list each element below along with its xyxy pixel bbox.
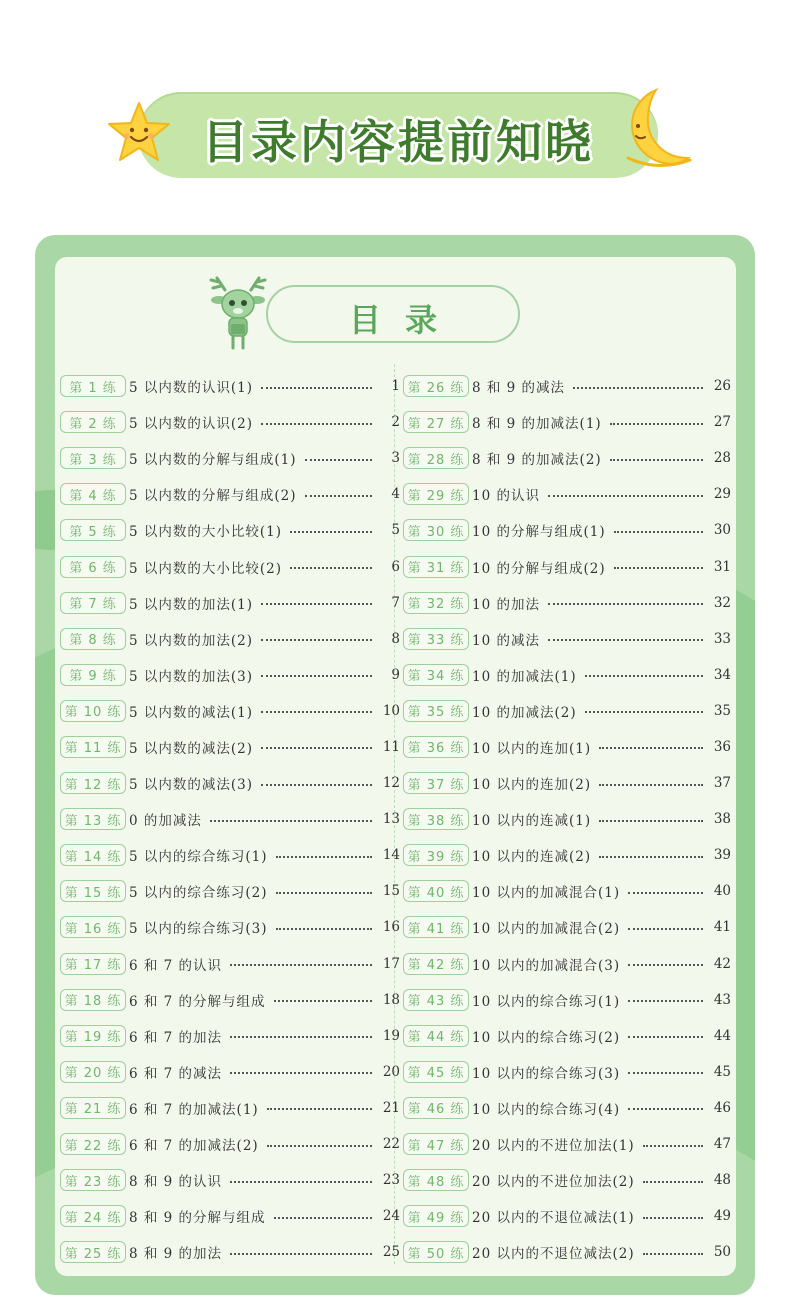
dot-leader bbox=[548, 602, 703, 605]
lesson-badge: 第 50 练 bbox=[403, 1241, 469, 1263]
toc-right-column bbox=[403, 368, 731, 1270]
dot-leader bbox=[599, 819, 703, 822]
lesson-badge: 第 12 练 bbox=[60, 772, 126, 794]
dot-leader bbox=[276, 855, 372, 858]
dot-leader bbox=[290, 530, 372, 533]
dot-leader bbox=[599, 855, 703, 858]
lesson-title: 10 以内的综合练习(4) bbox=[472, 1101, 621, 1118]
dot-leader bbox=[599, 783, 703, 786]
dot-leader bbox=[628, 891, 703, 894]
dot-leader bbox=[230, 1180, 372, 1183]
header-banner bbox=[138, 92, 658, 178]
lesson-badge: 第 43 练 bbox=[403, 989, 469, 1011]
lesson-badge: 第 7 练 bbox=[60, 592, 126, 614]
toc-entry[interactable] bbox=[60, 368, 400, 404]
lesson-badge: 第 29 练 bbox=[403, 483, 469, 505]
toc-entry[interactable] bbox=[60, 657, 400, 693]
page-number: 39 bbox=[713, 847, 731, 864]
toc-entry[interactable] bbox=[60, 765, 400, 801]
dot-leader bbox=[628, 1035, 703, 1038]
page-number: 32 bbox=[713, 594, 731, 611]
lesson-title: 20 以内的不退位减法(1) bbox=[472, 1210, 635, 1227]
lesson-title: 10 以内的加减混合(3) bbox=[472, 957, 621, 974]
dot-leader bbox=[585, 674, 703, 677]
page-number: 31 bbox=[713, 558, 731, 575]
dot-leader bbox=[643, 1252, 703, 1255]
smiling-star-icon bbox=[106, 100, 172, 166]
lesson-badge: 第 21 练 bbox=[60, 1097, 126, 1119]
lesson-title: 5 以内数的加法(3) bbox=[129, 668, 254, 685]
lesson-badge: 第 33 练 bbox=[403, 628, 469, 650]
dot-leader bbox=[628, 1071, 703, 1074]
lesson-title: 10 以内的加减混合(1) bbox=[472, 885, 621, 902]
dot-leader bbox=[230, 1252, 372, 1255]
lesson-title: 5 以内数的减法(1) bbox=[129, 704, 254, 721]
lesson-title: 5 以内数的认识(1) bbox=[129, 380, 254, 397]
lesson-title: 10 的加减法(1) bbox=[472, 668, 577, 685]
dot-leader bbox=[305, 494, 372, 497]
lesson-title: 20 以内的不退位减法(2) bbox=[472, 1246, 635, 1263]
toc-entry[interactable] bbox=[403, 946, 731, 982]
toc-entry[interactable] bbox=[60, 1054, 400, 1090]
lesson-title: 10 的加减法(2) bbox=[472, 704, 577, 721]
dot-leader bbox=[261, 422, 372, 425]
toc-entry[interactable] bbox=[60, 946, 400, 982]
page-number: 25 bbox=[382, 1244, 400, 1261]
lesson-badge: 第 23 练 bbox=[60, 1169, 126, 1191]
toc-entry[interactable] bbox=[60, 909, 400, 945]
toc-entry[interactable] bbox=[403, 729, 731, 765]
lesson-title: 6 和 7 的加减法(1) bbox=[129, 1101, 259, 1118]
lesson-badge: 第 28 练 bbox=[403, 447, 469, 469]
toc-entry[interactable] bbox=[403, 585, 731, 621]
page-number: 18 bbox=[382, 991, 400, 1008]
page-number: 6 bbox=[391, 558, 400, 575]
page-number: 21 bbox=[382, 1099, 400, 1116]
lesson-badge: 第 41 练 bbox=[403, 916, 469, 938]
lesson-title: 6 和 7 的分解与组成 bbox=[129, 993, 266, 1010]
toc-left-column bbox=[60, 368, 400, 1270]
dot-leader bbox=[210, 819, 372, 822]
lesson-title: 5 以内的综合练习(3) bbox=[129, 921, 268, 938]
page-number: 20 bbox=[382, 1063, 400, 1080]
banner-title: 目录内容提前知晓 bbox=[202, 115, 594, 169]
page-number: 34 bbox=[713, 666, 731, 683]
page-number: 27 bbox=[713, 414, 731, 431]
page-number: 23 bbox=[382, 1172, 400, 1189]
toc-entry[interactable] bbox=[403, 873, 731, 909]
toc-entry[interactable] bbox=[60, 621, 400, 657]
page-number: 1 bbox=[391, 378, 400, 395]
dot-leader bbox=[261, 710, 372, 713]
dot-leader bbox=[614, 566, 703, 569]
toc-title-pill bbox=[266, 285, 520, 343]
lesson-badge: 第 17 练 bbox=[60, 953, 126, 975]
page-number: 35 bbox=[713, 702, 731, 719]
toc-entry[interactable] bbox=[60, 476, 400, 512]
page-number: 50 bbox=[713, 1244, 731, 1261]
lesson-badge: 第 25 练 bbox=[60, 1241, 126, 1263]
lesson-title: 5 以内数的分解与组成(2) bbox=[129, 488, 297, 505]
toc-entry[interactable] bbox=[60, 1162, 400, 1198]
lesson-badge: 第 11 练 bbox=[60, 736, 126, 758]
dot-leader bbox=[290, 566, 372, 569]
toc-entry[interactable] bbox=[403, 1126, 731, 1162]
dot-leader bbox=[610, 422, 703, 425]
dot-leader bbox=[585, 710, 703, 713]
page-number: 46 bbox=[713, 1099, 731, 1116]
page-number: 8 bbox=[391, 630, 400, 647]
page-number: 44 bbox=[713, 1027, 731, 1044]
toc-entry[interactable] bbox=[403, 909, 731, 945]
lesson-title: 8 和 9 的减法 bbox=[472, 380, 566, 397]
lesson-title: 10 以内的连加(1) bbox=[472, 740, 592, 757]
page-number: 29 bbox=[713, 486, 731, 503]
lesson-title: 10 以内的综合练习(3) bbox=[472, 1065, 621, 1082]
dot-leader bbox=[276, 891, 372, 894]
page-number: 36 bbox=[713, 738, 731, 755]
lesson-badge: 第 32 练 bbox=[403, 592, 469, 614]
page-number: 9 bbox=[391, 666, 400, 683]
lesson-title: 6 和 7 的认识 bbox=[129, 957, 223, 974]
page-number: 26 bbox=[713, 378, 731, 395]
page-number: 41 bbox=[713, 919, 731, 936]
page-number: 2 bbox=[391, 414, 400, 431]
toc-entry[interactable] bbox=[403, 1198, 731, 1234]
lesson-title: 10 以内的连加(2) bbox=[472, 777, 592, 794]
lesson-badge: 第 20 练 bbox=[60, 1061, 126, 1083]
lesson-badge: 第 1 练 bbox=[60, 375, 126, 397]
page-number: 5 bbox=[391, 522, 400, 539]
dot-leader bbox=[230, 1071, 372, 1074]
lesson-title: 8 和 9 的加减法(1) bbox=[472, 416, 602, 433]
dot-leader bbox=[643, 1144, 703, 1147]
toc-entry[interactable] bbox=[403, 657, 731, 693]
lesson-title: 8 和 9 的认识 bbox=[129, 1174, 223, 1191]
lesson-title: 5 以内数的减法(3) bbox=[129, 777, 254, 794]
dot-leader bbox=[628, 927, 703, 930]
toc-entry[interactable] bbox=[403, 440, 731, 476]
page-number: 13 bbox=[382, 811, 400, 828]
toc-entry[interactable] bbox=[60, 440, 400, 476]
lesson-badge: 第 13 练 bbox=[60, 808, 126, 830]
toc-entry[interactable] bbox=[403, 368, 731, 404]
lesson-title: 20 以内的不进位加法(1) bbox=[472, 1138, 635, 1155]
page-number: 3 bbox=[391, 450, 400, 467]
lesson-badge: 第 6 练 bbox=[60, 556, 126, 578]
lesson-title: 5 以内数的加法(1) bbox=[129, 596, 254, 613]
lesson-badge: 第 4 练 bbox=[60, 483, 126, 505]
dot-leader bbox=[628, 999, 703, 1002]
page-number: 17 bbox=[382, 955, 400, 972]
lesson-title: 10 的加法 bbox=[472, 596, 540, 613]
dot-leader bbox=[267, 1107, 372, 1110]
lesson-badge: 第 14 练 bbox=[60, 844, 126, 866]
lesson-title: 8 和 9 的分解与组成 bbox=[129, 1210, 266, 1227]
page-number: 45 bbox=[713, 1063, 731, 1080]
toc-entry[interactable] bbox=[60, 1234, 400, 1270]
lesson-title: 10 以内的综合练习(1) bbox=[472, 993, 621, 1010]
dot-leader bbox=[599, 746, 703, 749]
lesson-badge: 第 27 练 bbox=[403, 411, 469, 433]
dot-leader bbox=[261, 746, 372, 749]
dot-leader bbox=[305, 458, 372, 461]
lesson-badge: 第 26 练 bbox=[403, 375, 469, 397]
toc-entry[interactable] bbox=[60, 512, 400, 548]
lesson-badge: 第 46 练 bbox=[403, 1097, 469, 1119]
lesson-title: 5 以内数的分解与组成(1) bbox=[129, 452, 297, 469]
page-number: 14 bbox=[382, 847, 400, 864]
toc-title: 目录 bbox=[348, 301, 461, 339]
page-number: 42 bbox=[713, 955, 731, 972]
lesson-badge: 第 2 练 bbox=[60, 411, 126, 433]
page-number: 10 bbox=[382, 702, 400, 719]
lesson-title: 10 的认识 bbox=[472, 488, 540, 505]
dot-leader bbox=[276, 927, 372, 930]
toc-entry[interactable] bbox=[403, 765, 731, 801]
lesson-title: 20 以内的不进位加法(2) bbox=[472, 1174, 635, 1191]
lesson-title: 6 和 7 的加法 bbox=[129, 1029, 223, 1046]
lesson-badge: 第 36 练 bbox=[403, 736, 469, 758]
toc-entry[interactable] bbox=[60, 873, 400, 909]
lesson-title: 5 以内的综合练习(1) bbox=[129, 849, 268, 866]
toc-entry[interactable] bbox=[403, 548, 731, 584]
dot-leader bbox=[274, 1216, 372, 1219]
lesson-badge: 第 31 练 bbox=[403, 556, 469, 578]
toc-entry[interactable] bbox=[403, 1162, 731, 1198]
toc-entry[interactable] bbox=[403, 1054, 731, 1090]
lesson-badge: 第 47 练 bbox=[403, 1133, 469, 1155]
lesson-title: 10 的分解与组成(1) bbox=[472, 524, 606, 541]
lesson-title: 10 以内的综合练习(2) bbox=[472, 1029, 621, 1046]
page-number: 16 bbox=[382, 919, 400, 936]
lesson-title: 10 以内的连减(1) bbox=[472, 813, 592, 830]
lesson-title: 6 和 7 的加减法(2) bbox=[129, 1138, 259, 1155]
toc-entry[interactable] bbox=[403, 1090, 731, 1126]
lesson-badge: 第 44 练 bbox=[403, 1025, 469, 1047]
page-number: 48 bbox=[713, 1172, 731, 1189]
lesson-title: 6 和 7 的减法 bbox=[129, 1065, 223, 1082]
page-number: 38 bbox=[713, 811, 731, 828]
page-number: 30 bbox=[713, 522, 731, 539]
lesson-badge: 第 18 练 bbox=[60, 989, 126, 1011]
lesson-title: 5 以内数的认识(2) bbox=[129, 416, 254, 433]
toc-entry[interactable] bbox=[60, 982, 400, 1018]
lesson-badge: 第 30 练 bbox=[403, 519, 469, 541]
lesson-title: 5 以内数的减法(2) bbox=[129, 740, 254, 757]
lesson-badge: 第 8 练 bbox=[60, 628, 126, 650]
lesson-badge: 第 24 练 bbox=[60, 1205, 126, 1227]
lesson-title: 10 的分解与组成(2) bbox=[472, 560, 606, 577]
toc-entry[interactable] bbox=[60, 1126, 400, 1162]
lesson-badge: 第 45 练 bbox=[403, 1061, 469, 1083]
page-number: 40 bbox=[713, 883, 731, 900]
page-number: 19 bbox=[382, 1027, 400, 1044]
dot-leader bbox=[230, 963, 372, 966]
page-number: 7 bbox=[391, 594, 400, 611]
page-number: 43 bbox=[713, 991, 731, 1008]
lesson-badge: 第 16 练 bbox=[60, 916, 126, 938]
toc-entry[interactable] bbox=[403, 1018, 731, 1054]
dot-leader bbox=[261, 638, 372, 641]
toc-entry[interactable] bbox=[60, 585, 400, 621]
page-number: 4 bbox=[391, 486, 400, 503]
toc-entry[interactable] bbox=[60, 548, 400, 584]
dot-leader bbox=[610, 458, 703, 461]
lesson-badge: 第 15 练 bbox=[60, 880, 126, 902]
lesson-title: 8 和 9 的加法 bbox=[129, 1246, 223, 1263]
toc-entry[interactable] bbox=[60, 729, 400, 765]
toc-entry[interactable] bbox=[403, 404, 731, 440]
lesson-title: 5 以内数的大小比较(2) bbox=[129, 560, 283, 577]
dot-leader bbox=[230, 1035, 372, 1038]
page-number: 28 bbox=[713, 450, 731, 467]
lesson-badge: 第 38 练 bbox=[403, 808, 469, 830]
dot-leader bbox=[548, 638, 703, 641]
toc-entry[interactable] bbox=[60, 1018, 400, 1054]
page-number: 24 bbox=[382, 1208, 400, 1225]
toc-entry[interactable] bbox=[60, 1090, 400, 1126]
lesson-title: 5 以内数的大小比较(1) bbox=[129, 524, 283, 541]
dot-leader bbox=[628, 963, 703, 966]
crescent-moon-icon bbox=[618, 86, 692, 172]
page-number: 15 bbox=[382, 883, 400, 900]
lesson-badge: 第 22 练 bbox=[60, 1133, 126, 1155]
toc-entry[interactable] bbox=[403, 837, 731, 873]
toc-entry[interactable] bbox=[403, 693, 731, 729]
lesson-badge: 第 42 练 bbox=[403, 953, 469, 975]
page-number: 49 bbox=[713, 1208, 731, 1225]
toc-entry[interactable] bbox=[60, 1198, 400, 1234]
toc-entry[interactable] bbox=[403, 982, 731, 1018]
dot-leader bbox=[261, 602, 372, 605]
lesson-title: 10 以内的连减(2) bbox=[472, 849, 592, 866]
toc-entry[interactable] bbox=[403, 801, 731, 837]
lesson-badge: 第 3 练 bbox=[60, 447, 126, 469]
deer-mascot-icon bbox=[205, 268, 271, 352]
lesson-title: 10 的减法 bbox=[472, 632, 540, 649]
lesson-title: 5 以内的综合练习(2) bbox=[129, 885, 268, 902]
lesson-badge: 第 34 练 bbox=[403, 664, 469, 686]
toc-entry[interactable] bbox=[403, 476, 731, 512]
toc-entry[interactable] bbox=[60, 801, 400, 837]
page-number: 33 bbox=[713, 630, 731, 647]
dot-leader bbox=[573, 386, 703, 389]
lesson-badge: 第 5 练 bbox=[60, 519, 126, 541]
dot-leader bbox=[628, 1107, 703, 1110]
lesson-badge: 第 49 练 bbox=[403, 1205, 469, 1227]
lesson-title: 10 以内的加减混合(2) bbox=[472, 921, 621, 938]
lesson-badge: 第 37 练 bbox=[403, 772, 469, 794]
lesson-badge: 第 48 练 bbox=[403, 1169, 469, 1191]
dot-leader bbox=[548, 494, 703, 497]
dot-leader bbox=[643, 1216, 703, 1219]
lesson-badge: 第 10 练 bbox=[60, 700, 126, 722]
dot-leader bbox=[274, 999, 372, 1002]
page-number: 12 bbox=[382, 775, 400, 792]
toc-entry[interactable] bbox=[60, 693, 400, 729]
dot-leader bbox=[261, 783, 372, 786]
dot-leader bbox=[643, 1180, 703, 1183]
lesson-badge: 第 39 练 bbox=[403, 844, 469, 866]
lesson-title: 5 以内数的加法(2) bbox=[129, 632, 254, 649]
toc-entry[interactable] bbox=[403, 512, 731, 548]
lesson-badge: 第 35 练 bbox=[403, 700, 469, 722]
toc-entry[interactable] bbox=[403, 621, 731, 657]
lesson-title: 8 和 9 的加减法(2) bbox=[472, 452, 602, 469]
page-number: 11 bbox=[382, 738, 400, 755]
page-number: 47 bbox=[713, 1136, 731, 1153]
lesson-badge: 第 9 练 bbox=[60, 664, 126, 686]
toc-entry[interactable] bbox=[60, 404, 400, 440]
toc-entry[interactable] bbox=[403, 1234, 731, 1270]
toc-entry[interactable] bbox=[60, 837, 400, 873]
page-number: 22 bbox=[382, 1136, 400, 1153]
dot-leader bbox=[261, 674, 372, 677]
dot-leader bbox=[261, 386, 372, 389]
page-number: 37 bbox=[713, 775, 731, 792]
dot-leader bbox=[614, 530, 703, 533]
lesson-badge: 第 19 练 bbox=[60, 1025, 126, 1047]
dot-leader bbox=[267, 1144, 372, 1147]
lesson-title: 0 的加减法 bbox=[129, 813, 202, 830]
lesson-badge: 第 40 练 bbox=[403, 880, 469, 902]
